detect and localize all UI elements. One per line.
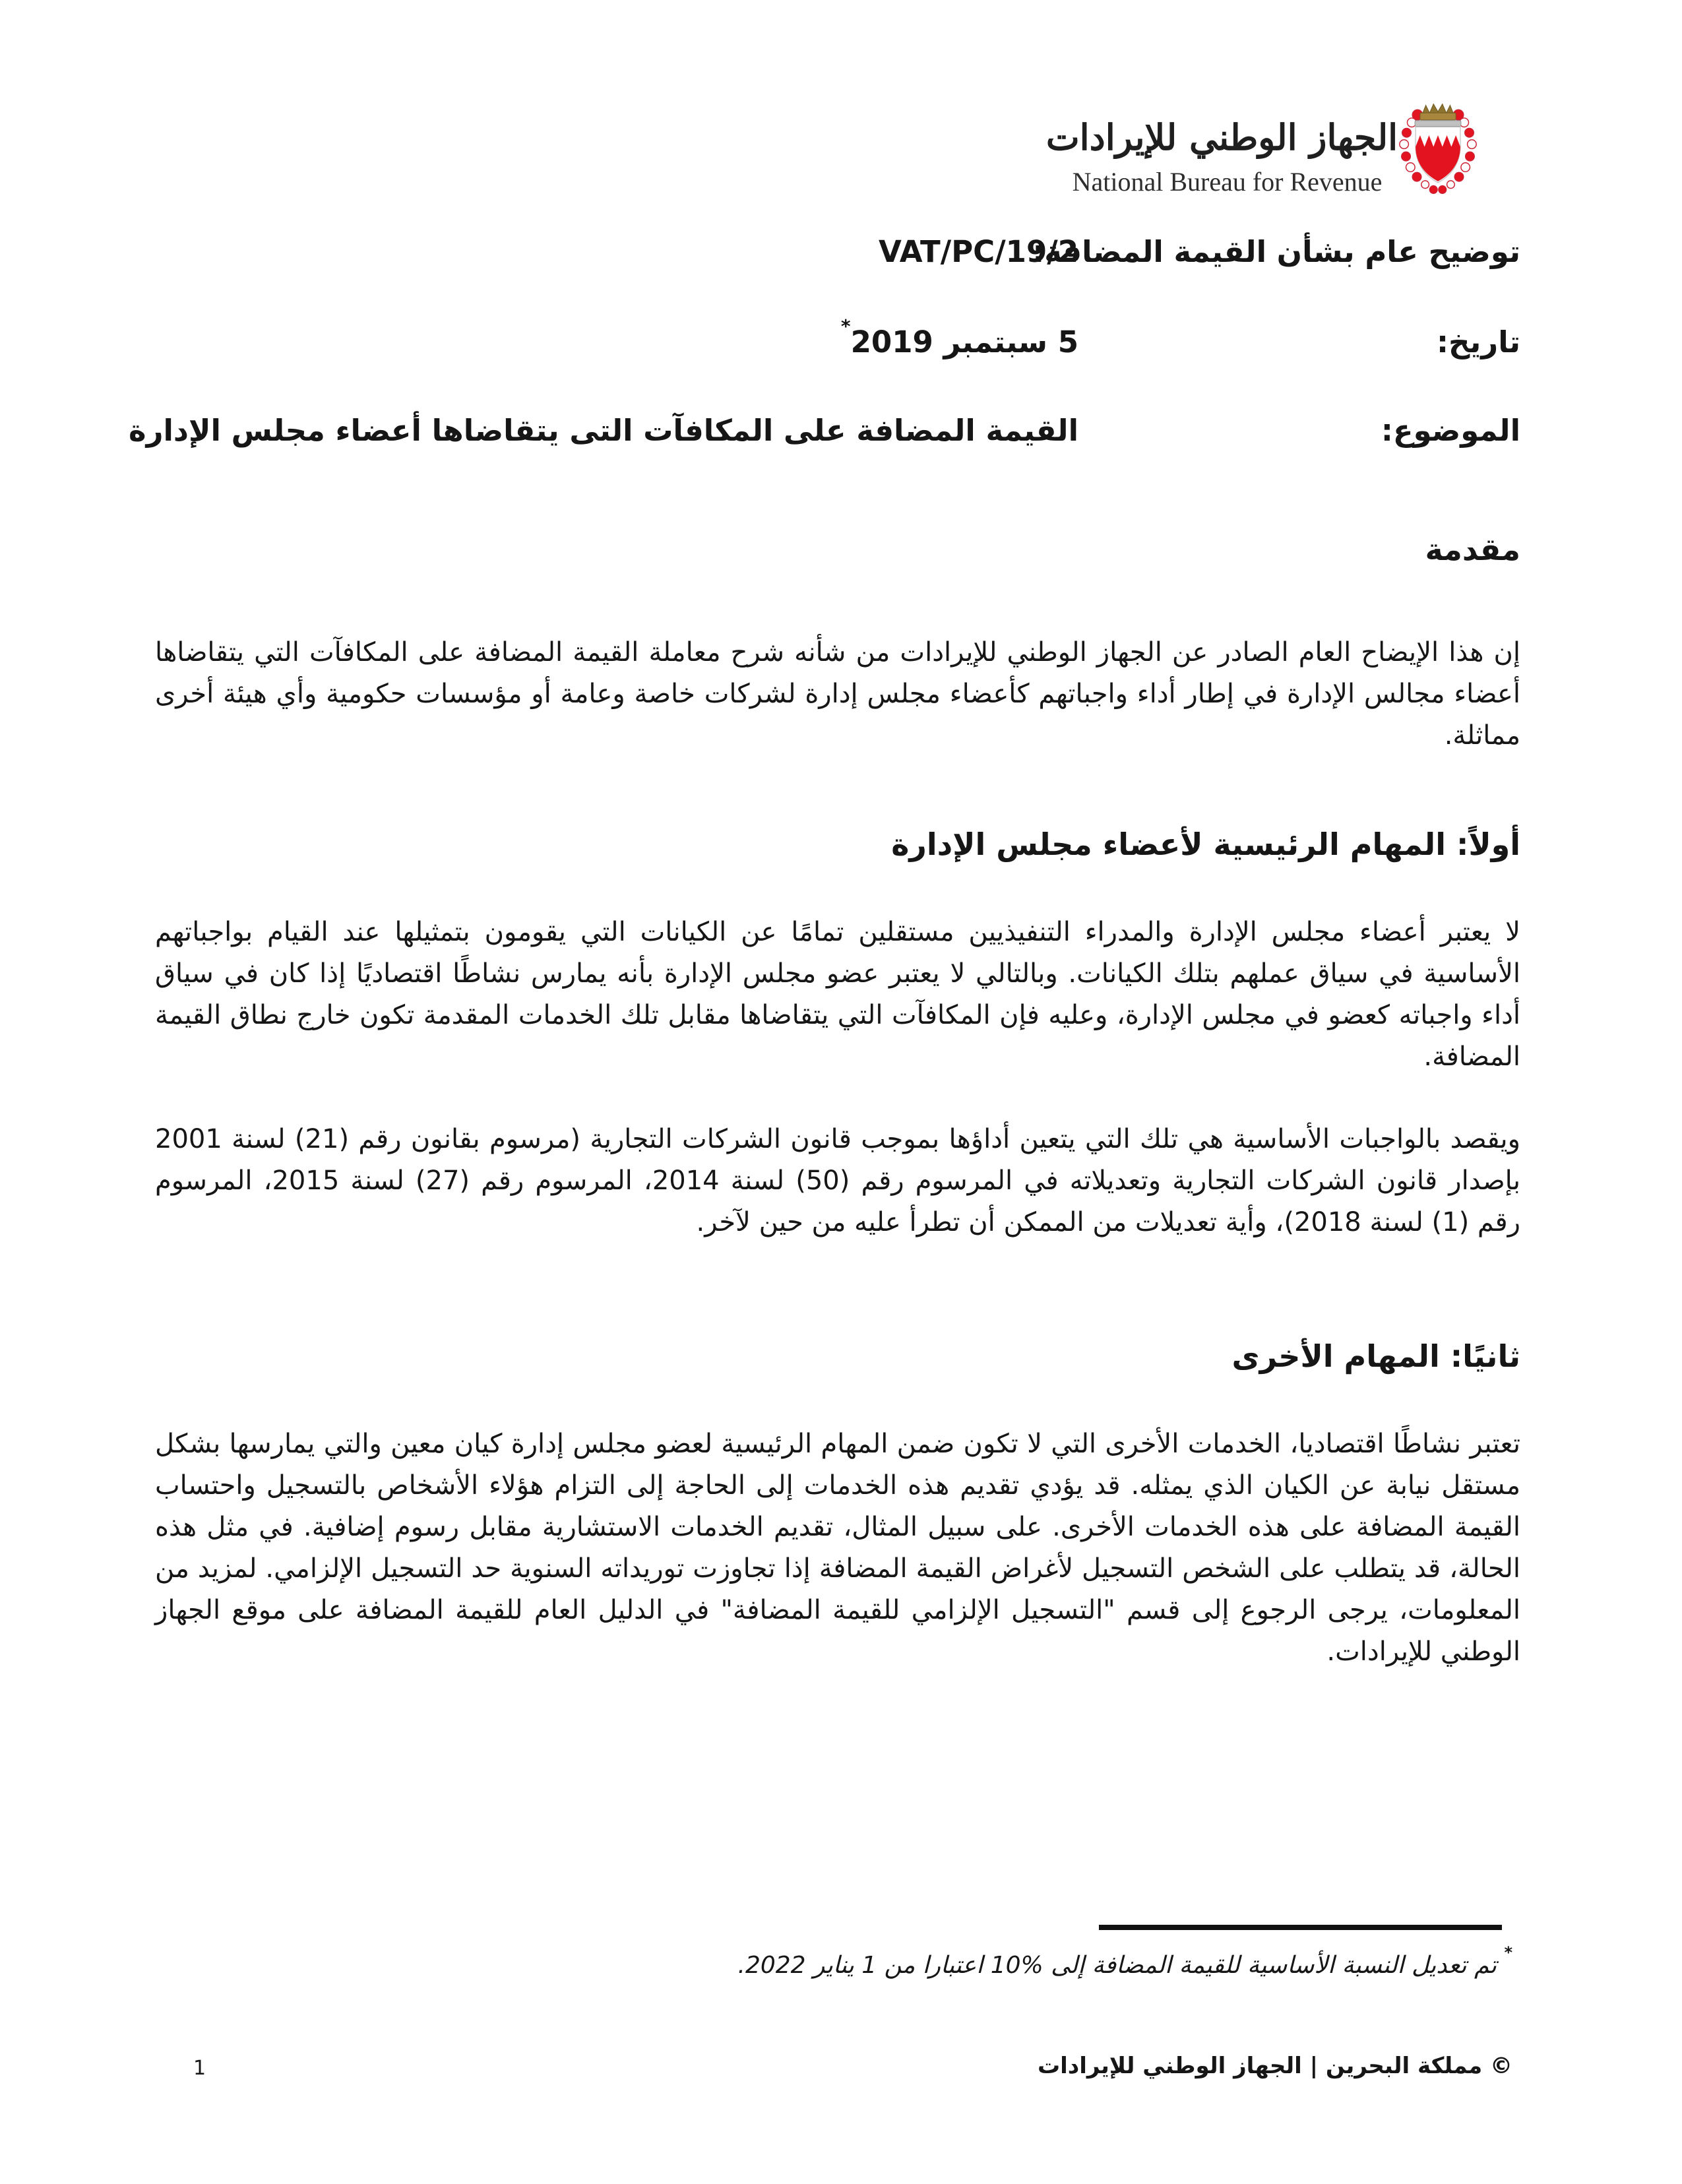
page-number: 1 [193,2057,206,2080]
bahrain-emblem-icon [1396,99,1480,196]
section-heading-other-duties: ثانيًا: المهام الأخرى [1231,1338,1520,1374]
footnote-text: * تم تعديل النسبة الأساسية للقيمة المضافة إلى %10 اعتبارا من 1 يناير 2022. [737,1943,1512,1979]
section-heading-main-duties: أولاً: المهام الرئيسية لأعضاء مجلس الإدارة [891,827,1520,862]
introduction-paragraph: إن هذا الإيضاح العام الصادر عن الجهاز الوطني للإيرادات من شأنه شرح معاملة القيمة المضافة على المكافآت التي يتقاضاها أعضاء مجالس الإدارة في إطار أداء واجباتهم كأعضاء مجلس إدارة لشركات خاصة وعامة أو مؤسسات حكومية وأي هيئة أخرى مماثلة. [155,637,1520,751]
date-label: تاريخ: [1436,325,1520,359]
header-row-date [155,315,1520,371]
main-duties-paragraph-1: لا يعتبر أعضاء مجلس الإدارة والمدراء التنفيذيين مستقلين تمامًا عن الكيانات التي يقومون بتمثيلها عند القيام بواجباتهم الأساسية في سياق عملهم بتلك الكيانات. وبالتالي لا يعتبر عضو مجلس الإدارة بأنه يمارس نشاطًا اقتصاديًا إذا كان في سياق أداء واجباته كعضو في مجلس الإدارة، وعليه فإن المكافآت التي يتقاضاها مقابل تلك الخدمات المقدمة تكون خارج نطاق القيمة المضافة. [155,917,1520,1072]
subject-value: القيمة المضافة على المكافآت التى يتقاضاها أعضاء مجلس الإدارة [129,413,1078,448]
header-row-clarification [155,234,1520,280]
section-heading-introduction: مقدمة [1425,532,1520,567]
clarification-label: توضيح عام بشأن القيمة المضافة: [1032,234,1520,269]
footer-copyright: © مملكة البحرين | الجهاز الوطني للإيرادات [1037,2053,1512,2079]
date-value: 5 سبتمبر 2019* [840,315,1078,359]
clarification-reference: VAT/PC/19/2 [878,234,1078,269]
footnote-divider [1099,1925,1502,1930]
other-duties-paragraph: تعتبر نشاطًا اقتصاديا، الخدمات الأخرى التي لا تكون ضمن المهام الرئيسية لعضو مجلس إدارة كيان معين والتي يمارسها بشكل مستقل نيابة عن الكيان الذي يمثله. قد يؤدي تقديم هذه الخدمات إلى الحاجة إلى التزام هؤلاء الأشخاص بالتسجيل واحتساب القيمة المضافة على هذه الخدمات الأخرى. على سبيل المثال، تقديم الخدمات الاستشارية مقابل رسوم إضافية. في مثل هذه الحالة، قد يتطلب على الشخص التسجيل لأغراض القيمة المضافة إذا تجاوزت توريداته السنوية حد التسجيل الإلزامي. لمزيد من المعلومات، يرجى الرجوع إلى قسم "التسجيل الإلزامي للقيمة المضافة" في الدليل العام للقيمة المضافة على موقع الجهاز الوطني للإيرادات. [155,1429,1520,1667]
footnote-asterisk: * [1504,1943,1512,1962]
header-row-subject [129,413,1520,459]
date-footnote-asterisk: * [840,315,851,337]
subject-label: الموضوع: [1381,413,1520,448]
logo-arabic-calligraphy: الجهاز الوطني للإيرادات [1045,116,1398,158]
logo-english-name: National Bureau for Revenue [1072,167,1383,197]
main-duties-paragraph-2: ويقصد بالواجبات الأساسية هي تلك التي يتعين أداؤها بموجب قانون الشركات التجارية (مرسوم بقانون رقم (21) لسنة 2001 بإصدار قانون الشركات التجارية وتعديلاته في المرسوم رقم (50) لسنة 2014، المرسوم رقم (27) لسنة 2015، المرسوم رقم (1) لسنة 2018)، وأية تعديلات من الممكن أن تطرأ عليه من حين لآخر. [155,1124,1521,1237]
